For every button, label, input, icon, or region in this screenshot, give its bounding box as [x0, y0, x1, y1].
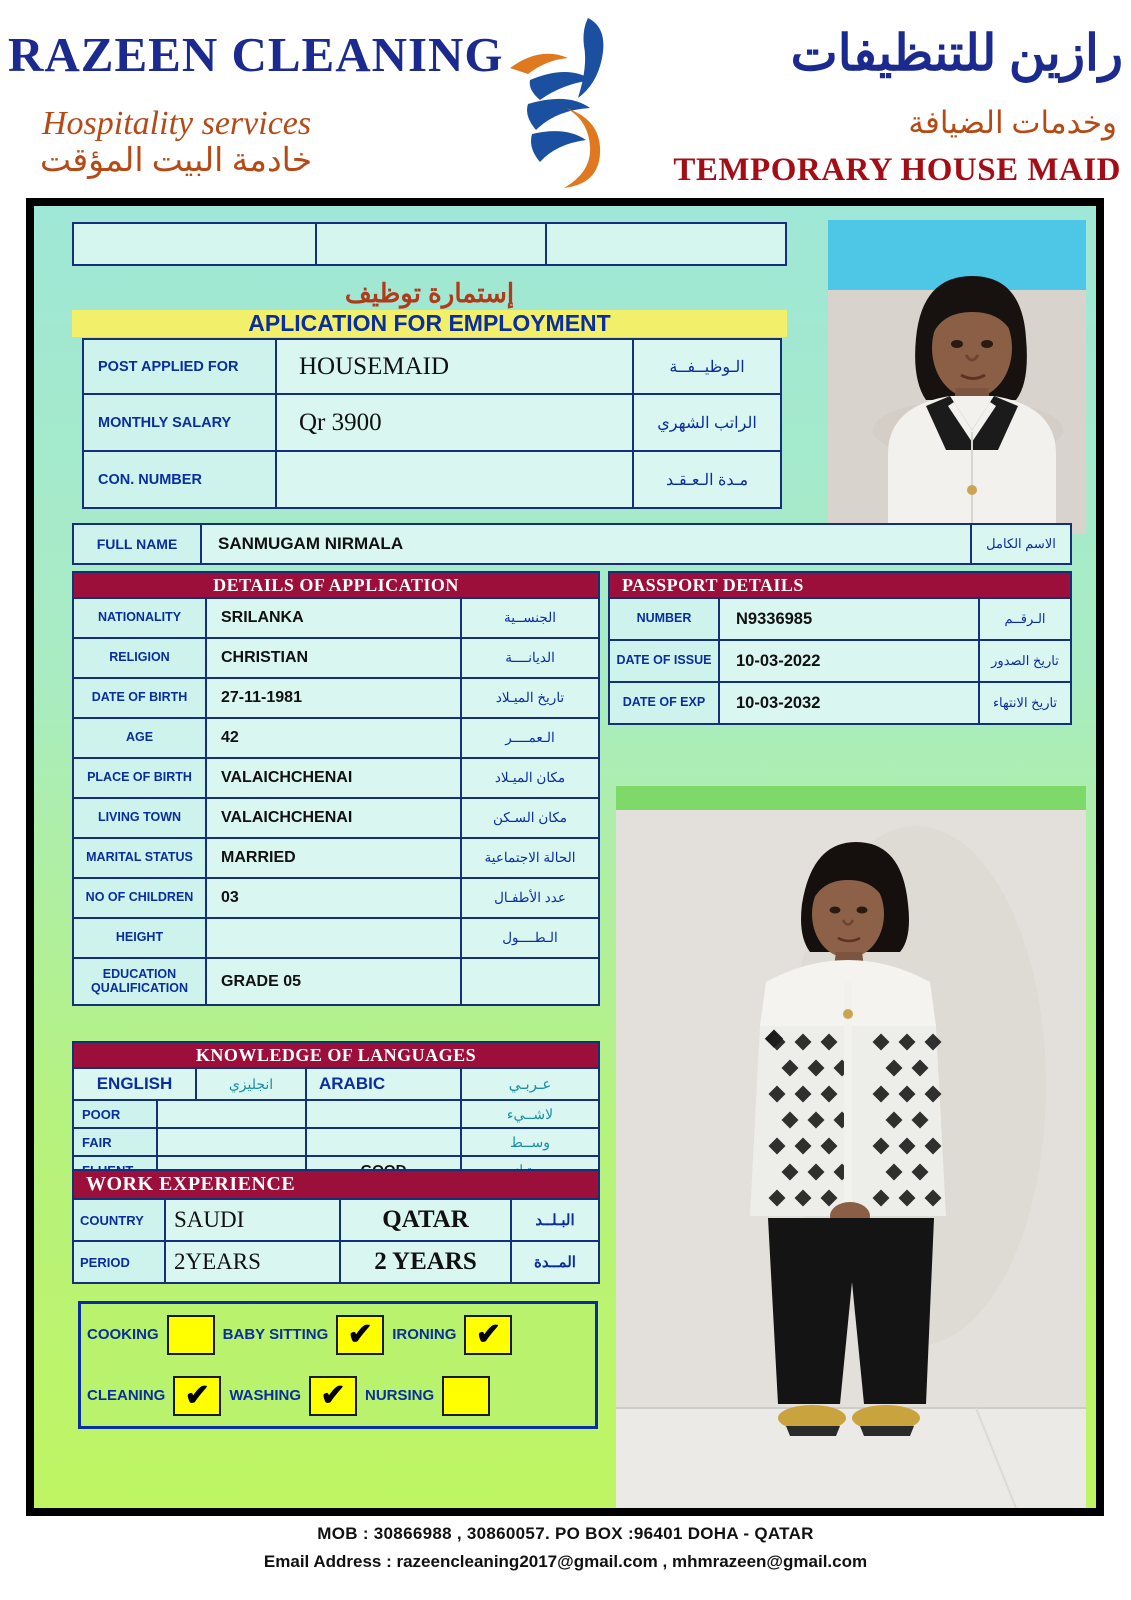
table-row: [72, 599, 600, 639]
education-qualification-arabic: [462, 959, 600, 1006]
work-experience-section: [72, 1169, 600, 1284]
skill-washing-checkbox[interactable]: [309, 1376, 357, 1416]
work-period-arabic: المــدة: [512, 1242, 600, 1284]
arabic-label: ARABIC: [307, 1069, 462, 1101]
marital-status-label: MARITAL STATUS: [72, 839, 207, 879]
work-period-value-2[interactable]: 2 YEARS: [341, 1242, 512, 1284]
education-qualification-label: EDUCATION QUALIFICATION: [72, 959, 207, 1006]
passport-expiry-arabic: تاريخ الانتهاء: [980, 683, 1072, 725]
company-tagline-ar: خادمة البيت المؤقت: [40, 143, 313, 179]
level-fair-arabic-value[interactable]: [307, 1129, 462, 1157]
skill-cleaning-checkbox[interactable]: [173, 1376, 221, 1416]
no-of-children-value[interactable]: 03: [207, 879, 462, 919]
skill-washing-label: WASHING: [229, 1387, 302, 1404]
table-row: [72, 719, 600, 759]
form-title-en-text: APLICATION FOR EMPLOYMENT: [244, 310, 614, 336]
table-row: [72, 839, 600, 879]
work-period-value-1[interactable]: 2YEARS: [166, 1242, 341, 1284]
table-row: [72, 759, 600, 799]
languages-header-row: [72, 1069, 600, 1101]
monthly-salary-label: MONTHLY SALARY: [82, 395, 277, 452]
nationality-label: NATIONALITY: [72, 599, 207, 639]
top-empty-boxes: [72, 222, 787, 266]
company-name-en: RAZEEN CLEANING: [8, 27, 504, 82]
page-footer: [0, 1524, 1131, 1572]
con-number-arabic: مـدة الـعـقـد: [634, 452, 782, 509]
table-row: [82, 452, 782, 509]
passport-expiry-value[interactable]: 10-03-2032: [720, 683, 980, 725]
table-row: [608, 641, 1072, 683]
company-name-ar: رازين للتنظيفات: [790, 25, 1123, 81]
nationality-arabic: الجنســية: [462, 599, 600, 639]
passport-details-section: [608, 571, 1072, 725]
place-of-birth-value[interactable]: VALAICHCHENAI: [207, 759, 462, 799]
arabic-label-arabic: عـربـي: [462, 1069, 600, 1101]
check-icon: ✔: [347, 1317, 373, 1351]
table-row: [72, 1101, 600, 1129]
skills-checkbox-panel: [78, 1301, 598, 1429]
con-number-label: CON. NUMBER: [82, 452, 277, 509]
post-applied-label: POST APPLIED FOR: [82, 338, 277, 395]
table-row: [72, 1129, 600, 1157]
skill-ironing-label: IRONING: [392, 1326, 457, 1343]
skills-row-2: [81, 1365, 595, 1426]
passport-issue-arabic: تاريخ الصدور: [980, 641, 1072, 683]
post-applied-value[interactable]: HOUSEMAID: [277, 338, 634, 395]
level-poor-label: POOR: [72, 1101, 158, 1129]
form-sheet: [34, 206, 1096, 1508]
check-icon: ✔: [475, 1317, 501, 1351]
table-row: [72, 879, 600, 919]
work-period-label: PERIOD: [72, 1242, 166, 1284]
height-value[interactable]: [207, 919, 462, 959]
religion-arabic: الديانــــة: [462, 639, 600, 679]
company-tagline-en: Hospitality services: [42, 105, 312, 142]
nationality-value[interactable]: SRILANKA: [207, 599, 462, 639]
english-label: ENGLISH: [72, 1069, 197, 1101]
swoosh-logo-icon: [470, 8, 640, 193]
level-poor-arabic: لاشــيء: [462, 1101, 600, 1129]
table-row: [608, 599, 1072, 641]
applicant-fullbody-photo: [616, 786, 1086, 1508]
table-row: [72, 919, 600, 959]
form-title-en: [72, 310, 787, 337]
table-row: [82, 338, 782, 395]
skill-cooking-checkbox[interactable]: [167, 1315, 215, 1355]
table-row: [72, 1242, 600, 1284]
details-heading: DETAILS OF APPLICATION: [72, 571, 600, 599]
full-name-row: [72, 523, 1072, 565]
work-country-value-1[interactable]: SAUDI: [166, 1200, 341, 1242]
education-qualification-value[interactable]: GRADE 05: [207, 959, 462, 1006]
living-town-value[interactable]: VALAICHCHENAI: [207, 799, 462, 839]
age-value[interactable]: 42: [207, 719, 462, 759]
passport-heading: PASSPORT DETAILS: [608, 571, 1072, 599]
knowledge-of-languages-section: [72, 1041, 600, 1185]
height-label: HEIGHT: [72, 919, 207, 959]
no-of-children-arabic: عدد الأطفـال: [462, 879, 600, 919]
application-form-frame: [26, 198, 1104, 1516]
top-box-1[interactable]: [72, 222, 317, 266]
table-row: [72, 679, 600, 719]
no-of-children-label: NO OF CHILDREN: [72, 879, 207, 919]
skill-babysitting-label: BABY SITTING: [222, 1326, 329, 1343]
passport-issue-label: DATE OF ISSUE: [608, 641, 720, 683]
post-applied-table: [82, 338, 782, 509]
date-of-birth-value[interactable]: 27-11-1981: [207, 679, 462, 719]
english-label-arabic: انجليزي: [197, 1069, 307, 1101]
skills-row-1: [81, 1304, 595, 1365]
table-row: [72, 639, 600, 679]
height-arabic: الـطــــول: [462, 919, 600, 959]
monthly-salary-arabic: الراتب الشهري: [634, 395, 782, 452]
top-box-3[interactable]: [547, 222, 787, 266]
skill-nursing-label: NURSING: [365, 1387, 435, 1404]
level-fair-arabic: وســط: [462, 1129, 600, 1157]
living-town-arabic: مكان السـكن: [462, 799, 600, 839]
footer-contact-line: MOB : 30866988 , 30860057. PO BOX :96401 DOHA - QATAR: [317, 1524, 814, 1543]
languages-heading: KNOWLEDGE OF LANGUAGES: [72, 1041, 600, 1069]
post-applied-arabic: الـوظيــفــة: [634, 338, 782, 395]
place-of-birth-label: PLACE OF BIRTH: [72, 759, 207, 799]
check-icon: ✔: [184, 1378, 210, 1412]
page-header: [0, 0, 1131, 198]
level-poor-english[interactable]: [158, 1101, 307, 1129]
company-subtitle-ar: وخدمات الضيافة: [908, 105, 1117, 140]
date-of-birth-label: DATE OF BIRTH: [72, 679, 207, 719]
details-of-application-section: [72, 571, 600, 1006]
monthly-salary-value[interactable]: Qr 3900: [277, 395, 634, 452]
marital-status-arabic: الحالة الاجتماعية: [462, 839, 600, 879]
applicant-portrait-photo: [828, 220, 1086, 534]
passport-number-arabic: الـرقــم: [980, 599, 1072, 641]
work-country-arabic: البـلــد: [512, 1200, 600, 1242]
table-row: [72, 959, 600, 1006]
top-box-2[interactable]: [317, 222, 547, 266]
table-row: [72, 1200, 600, 1242]
passport-issue-value[interactable]: 10-03-2022: [720, 641, 980, 683]
table-row: [72, 799, 600, 839]
level-fair-english[interactable]: [158, 1129, 307, 1157]
skill-cooking-label: COOKING: [87, 1326, 159, 1343]
passport-number-value[interactable]: N9336985: [720, 599, 980, 641]
marital-status-value[interactable]: MARRIED: [207, 839, 462, 879]
full-name-arabic: الاسم الكامل: [972, 523, 1072, 565]
work-country-value-2[interactable]: QATAR: [341, 1200, 512, 1242]
place-of-birth-arabic: مكان الميـلاد: [462, 759, 600, 799]
religion-label: RELIGION: [72, 639, 207, 679]
living-town-label: LIVING TOWN: [72, 799, 207, 839]
religion-value[interactable]: CHRISTIAN: [207, 639, 462, 679]
age-arabic: الـعمــــر: [462, 719, 600, 759]
work-country-label: COUNTRY: [72, 1200, 166, 1242]
footer-email-line: Email Address : razeencleaning2017@gmail.com , mhmrazeen@gmail.com: [263, 1552, 868, 1571]
table-row: [82, 395, 782, 452]
temporary-house-maid-label: TEMPORARY HOUSE MAID: [673, 152, 1121, 188]
table-row: [608, 683, 1072, 725]
passport-expiry-label: DATE OF EXP: [608, 683, 720, 725]
form-title-ar: إستمارة توظيف: [344, 278, 515, 308]
passport-number-label: NUMBER: [608, 599, 720, 641]
level-fair-label: FAIR: [72, 1129, 158, 1157]
full-name-value[interactable]: SANMUGAM NIRMALA: [202, 523, 972, 565]
date-of-birth-arabic: تاريخ الميـلاد: [462, 679, 600, 719]
age-label: AGE: [72, 719, 207, 759]
skill-nursing-checkbox[interactable]: [442, 1376, 490, 1416]
level-poor-arabic-value[interactable]: [307, 1101, 462, 1129]
skill-ironing-checkbox[interactable]: [464, 1315, 512, 1355]
work-experience-heading: WORK EXPERIENCE: [72, 1169, 600, 1200]
full-name-label: FULL NAME: [72, 523, 202, 565]
check-icon: ✔: [320, 1378, 346, 1412]
skill-cleaning-label: CLEANING: [87, 1387, 166, 1404]
con-number-value[interactable]: [277, 452, 634, 509]
skill-babysitting-checkbox[interactable]: [336, 1315, 384, 1355]
